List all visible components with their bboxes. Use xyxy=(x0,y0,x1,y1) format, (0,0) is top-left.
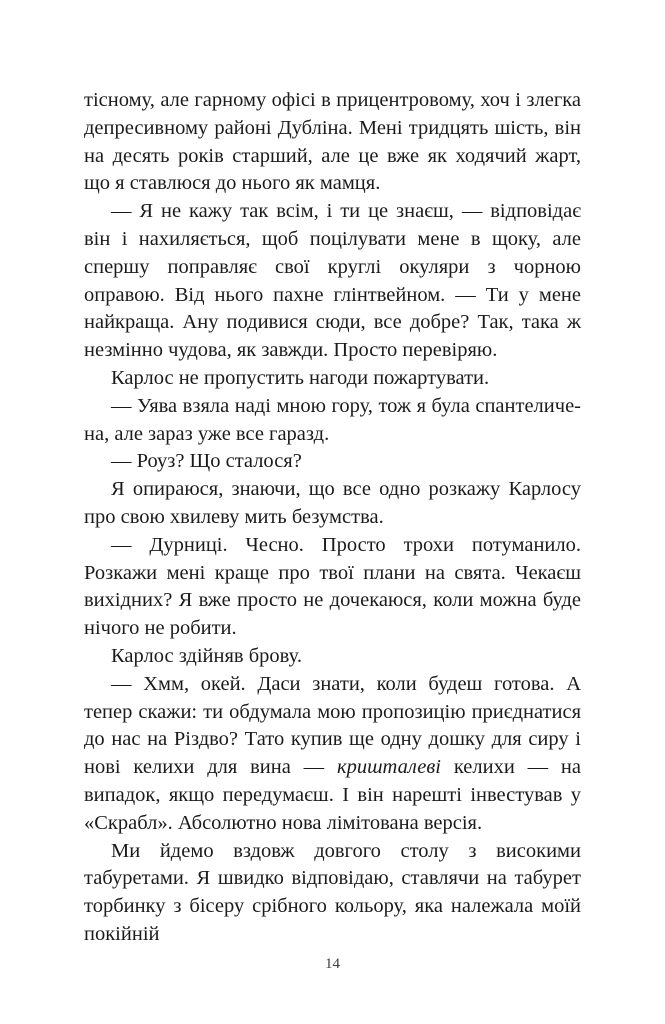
paragraph-9-italic-phrase: кришталеві xyxy=(336,756,441,779)
page-text-block xyxy=(84,87,581,949)
paragraph-2: — Я не кажу так всім, і ти це знаєш, — відповідає він і нахиляється, щоб поцілувати мене в щоку, але спершу поправляє свої круглі окуляри з чорною оправою. Від нього пахне глінтвейном. — Ти у мене найкраща. Ану подивися сюди, все добре? Так, така ж незмінно чудова, як завжди. Просто перевіряю. xyxy=(84,200,581,362)
paragraph-9 xyxy=(84,671,581,838)
paragraph-1: тісному, але гарному офісі в прицентровому, хоч і злегка депресивному районі Дубліна. Мені тридцять шість, він на десять років старший, але це вже як ходячий жарт, що я ставлюся до нього як мамця. xyxy=(84,89,581,195)
paragraph-4: — Уява взяла наді мною гору, тож я була спантеличена, але зараз уже все гаразд. xyxy=(84,394,581,445)
paragraph-9-text-after-italic: келихи — на випадок, якщо передумаєш. І він нарешті інвестував у «Скрабл». Абсолютно нова лімітована версія. xyxy=(84,756,581,834)
paragraph-9-text-before-italic: — Хмм, окей. Даси знати, коли будеш готова. А тепер скажи: ти обдумала мою пропозицію приєднатися до нас на Різдво? Тато купив ще одну дошку для сиру і нові келихи для вина — xyxy=(84,672,581,779)
paragraph-5: — Роуз? Що сталося? xyxy=(111,450,302,473)
paragraph-6: Я опираюся, знаючи, що все одно розкажу Карлосу про свою хвилеву мить безумства. xyxy=(84,478,581,528)
paragraph-8: Карлос здійняв брову. xyxy=(111,644,302,667)
paragraph-7: — Дурниці. Чесно. Просто трохи потуманило. Розкажи мені краще про твої плани на свята. Чекаєш вихідних? Я вже просто не дочекаюся, коли можна буде нічого не робити. xyxy=(84,533,581,640)
page-number: 14 xyxy=(325,956,340,972)
paragraph-3: Карлос не пропустить нагоди пожартувати. xyxy=(111,366,490,389)
paragraph-10: Ми йдемо вздовж довгого столу з високими табуретами. Я швидко відповідаю, ставлячи на табурет торбинку з бісеру срібного кольору, яка належала моїй покійній xyxy=(84,839,581,945)
